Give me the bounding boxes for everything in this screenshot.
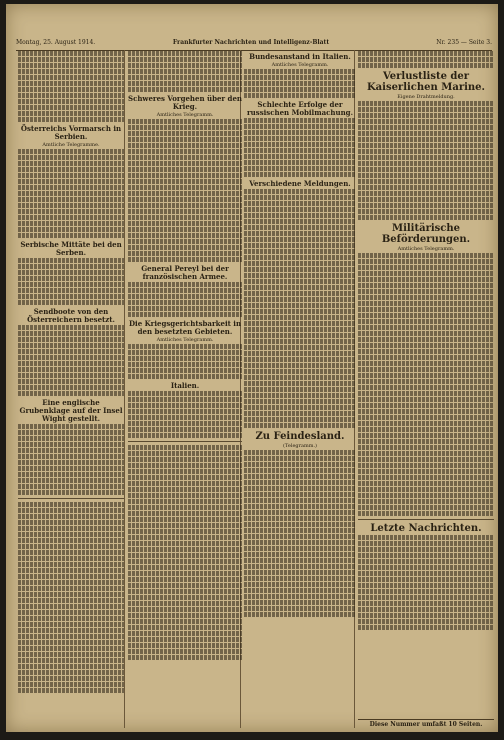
article-headline: Italien. [170,381,200,390]
column-2 [128,50,242,730]
article-subhead: Amtliche Telegramme. [42,142,100,148]
article-headline: Eine englische Grubenklage auf der Insel Wight gestellt. [19,398,123,423]
article-subhead: Amtliches Telegramm. [397,246,455,252]
article-headline: Österreichs Vormarsch in Serbien. [20,124,122,141]
newspaper-title: Frankfurter Nachrichten und Intelligenz-Blatt [172,39,330,46]
article-headline: Verschiedene Meldungen. [249,179,351,188]
article-subhead: Amtliches Telegramm. [271,62,329,68]
issue-date: Montag, 25. August 1914. [16,39,96,46]
article-subhead: Eigene Drahtmeldung. [397,94,455,100]
article-headline: Letzte Nachrichten. [370,523,482,534]
issue-number: Nr. 235 — Seite 3. [436,39,492,46]
article-headline: General Pereyl bei der französischen Armee. [141,264,229,281]
article-headline: Sendboote von den Österreichern besetzt. [27,307,115,324]
article-headline: Zu Feindesland. [255,431,345,442]
column-1 [18,50,124,730]
column-rule [124,50,125,728]
article-headline: Schweres Vorgehen über den Krieg. [128,94,242,111]
article-headline: Bundesanstand in Italien. [249,52,351,61]
article-headline: Schlechte Erfolge der russischen Mobilmachung. [246,100,354,117]
article-subhead: Amtliches Telegramm. [156,112,214,118]
page-count-note: Diese Nummer umfaßt 10 Seiten. [358,719,494,728]
article-headline: Verlustliste der Kaiserlichen Marine. [366,71,486,93]
masthead [16,36,492,51]
article-headline: Die Kriegsgerichtsbarkeit in den besetzten Gebieten. [128,319,242,336]
article-headline: Militärische Beförderungen. [381,223,471,245]
column-4 [358,50,494,730]
article-subhead: (Telegramm.) [282,443,317,449]
article-headline: Serbische Mittäte bei den Serben. [20,240,122,257]
article-subhead: Amtliches Telegramm. [156,337,214,343]
column-3 [244,50,356,730]
